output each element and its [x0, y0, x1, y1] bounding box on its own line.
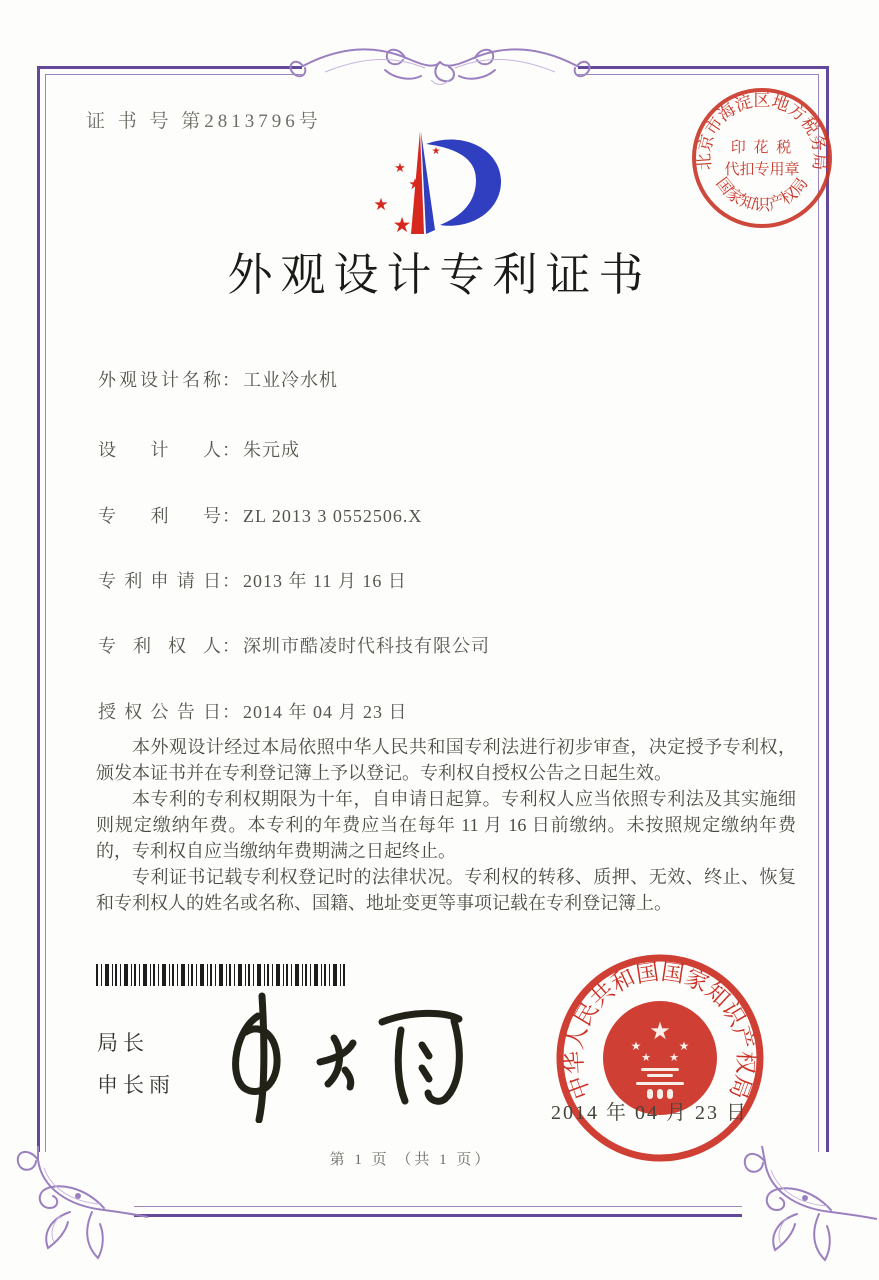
field-colon: ：: [222, 440, 241, 460]
certificate-number: 证 书 号 第2813796号: [86, 111, 322, 132]
field-filing-date: [98, 567, 407, 593]
svg-text:北京市海淀区地方税务局: [695, 91, 830, 171]
certificate-body: [96, 734, 796, 916]
svg-text:★: ★: [641, 1052, 651, 1064]
field-colon: ：: [222, 571, 241, 591]
tax-seal-line1: 印 花 税: [730, 140, 794, 156]
svg-text:★: ★: [649, 1019, 671, 1045]
field-value: ZL 2013 3 0552506.X: [243, 506, 423, 526]
tax-seal-arc-bottom: 国家知识产权局: [712, 174, 812, 214]
barcode: [96, 964, 346, 986]
svg-text:★: ★: [431, 146, 441, 157]
office-seal-ring-text: 中华人民共和国国家知识产权局: [561, 959, 759, 1103]
director-block: [97, 1022, 175, 1106]
tax-seal-line2: 代扣专用章: [724, 162, 800, 178]
field-label: 专利号: [98, 506, 222, 526]
svg-text:★: ★: [394, 160, 406, 175]
seal-date: 2014 年 04 月 23 日: [551, 1102, 748, 1124]
field-value: 2013 年 11 月 16 日: [243, 571, 407, 591]
director-name: 申长雨: [97, 1073, 175, 1097]
certificate-title: 外观设计专利证书: [227, 250, 652, 300]
field-design-name: [98, 366, 338, 392]
field-value: 工业冷水机: [243, 370, 338, 390]
field-colon: ：: [222, 370, 241, 390]
body-paragraph: 专利证书记载专利权登记时的法律状况。专利权的转移、质押、无效、终止、恢复和专利权人的姓名或名称、国籍、地址变更等事项记载在专利登记簿上。: [96, 867, 796, 913]
svg-text:★: ★: [392, 213, 412, 237]
sipo-logo-icon: [362, 128, 507, 251]
field-label: 外观设计名称: [98, 370, 222, 390]
field-value: 2014 年 04 月 23 日: [243, 702, 408, 722]
svg-text:★: ★: [373, 195, 389, 214]
tax-seal: [686, 82, 838, 239]
field-label: 专利申请日: [98, 571, 222, 591]
field-colon: ：: [222, 636, 241, 656]
director-role: 局长: [97, 1031, 149, 1055]
svg-text:★: ★: [408, 177, 422, 193]
field-patentee: [98, 632, 490, 658]
page-number: 第 1 页 （共 1 页）: [329, 1152, 493, 1168]
field-label: 设计人: [98, 440, 222, 460]
field-patent-number: [98, 502, 422, 528]
field-colon: ：: [222, 506, 241, 526]
field-value: 深圳市酷凌时代科技有限公司: [243, 636, 490, 656]
office-seal: [548, 948, 772, 1177]
svg-text:★: ★: [630, 1039, 642, 1053]
flourish-top-icon: [285, 36, 595, 99]
field-grant-date: [98, 698, 408, 724]
director-signature-icon: [196, 988, 476, 1128]
field-label: 专利权人: [98, 636, 222, 656]
field-designer: [98, 436, 300, 462]
field-label: 授权公告日: [98, 702, 222, 722]
field-colon: ：: [222, 702, 241, 722]
svg-text:国家知识产权局: [712, 174, 811, 214]
svg-text:★: ★: [669, 1052, 679, 1064]
svg-text:★: ★: [678, 1039, 690, 1053]
body-paragraph: 本专利的专利权期限为十年，自申请日起算。专利权人应当依照专利法及其实施细则规定缴纳年费。本专利的年费应当在每年 11 月 16 日前缴纳。未按照规定缴纳年费的，专利权自应当缴纳年费期满之日起终止。: [96, 789, 796, 861]
tax-seal-arc-top: 北京市海淀区地方税务局: [694, 90, 830, 171]
field-value: 朱元成: [243, 440, 300, 460]
body-paragraph: 本外观设计经过本局依照中华人民共和国专利法进行初步审查，决定授予专利权，颁发本证书并在专利登记簿上予以登记。专利权自授权公告之日起生效。: [96, 737, 796, 783]
